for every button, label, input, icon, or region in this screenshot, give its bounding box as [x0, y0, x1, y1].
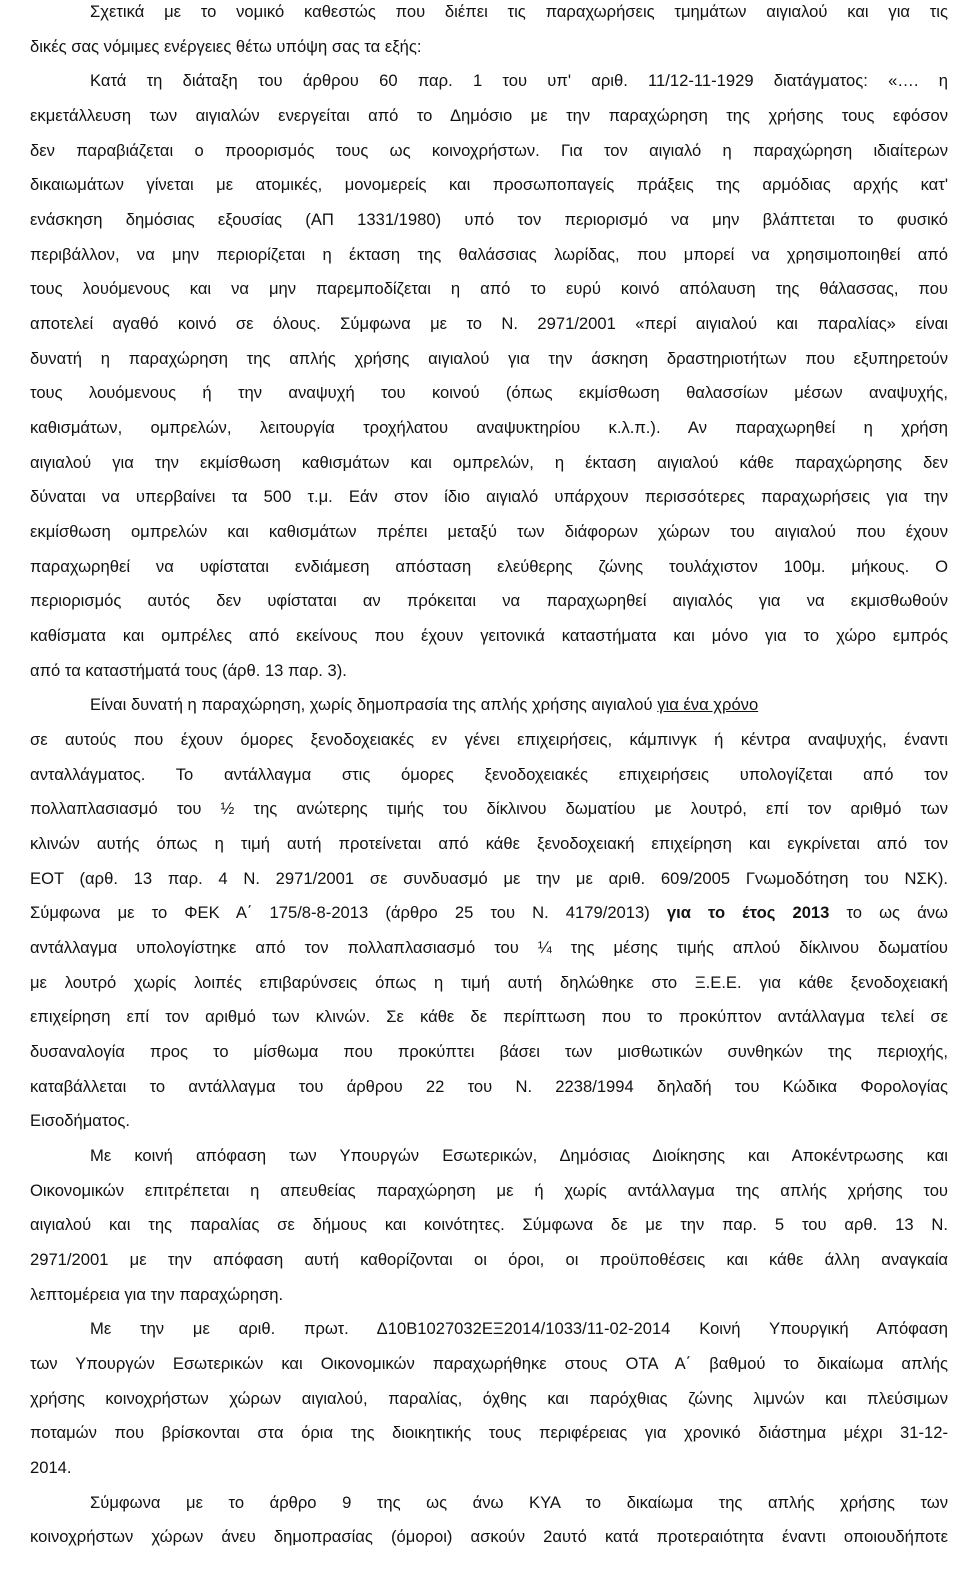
text-line: δεν παραβιάζεται ο προορισμός τους ως κοινοχρήστων. Για τον αιγιαλό η παραχώρηση ιδιαίτερων — [30, 141, 948, 160]
text-line: κοινοχρήστων χώρων άνευ δημοπρασίας (όμοροι) ασκούν 2αυτό κατά προτεραιότητα έναντι οποιουδήποτε — [30, 1527, 948, 1546]
text-line: αιγιαλού και της παραλίας σε δήμους και κοινότητες. Σύμφωνα δε με την παρ. 5 του αρθ. 13 Ν. — [30, 1215, 948, 1234]
text-line: 2971/2001 με την απόφαση αυτή καθορίζονται οι όροι, οι προϋποθέσεις και κάθε άλλη αναγκαία — [30, 1250, 948, 1269]
text-line: Σχετικά με το νομικό καθεστώς που διέπει τις παραχωρήσεις τμημάτων αιγιαλού και για τις — [90, 2, 948, 21]
text-line: Κατά τη διάταξη του άρθρου 60 παρ. 1 του υπ' αριθ. 11/12-11-1929 διατάγματος: «…. η — [90, 71, 948, 90]
text-line: λεπτομέρεια για την παραχώρηση. — [30, 1285, 284, 1304]
text-line: περιβάλλον, να μην περιορίζεται η έκταση της θαλάσσιας λωρίδας, που μπορεί να χρησιμοποιηθεί από — [30, 245, 948, 264]
text-line: χρήσης κοινοχρήστων χώρων αιγιαλού, παραλίας, όχθης και παρόχθιας ζώνης λιμνών και πλεύσιμων — [30, 1389, 948, 1408]
text-line: 2014. — [30, 1458, 72, 1477]
text-line: αποτελεί αγαθό κοινό σε όλους. Σύμφωνα με το Ν. 2971/2001 «περί αιγιαλού και παραλίας» είναι — [30, 314, 948, 333]
text-line — [30, 899, 948, 927]
text-line: ποταμών που βρίσκονται στα όρια της διοικητικής τους περιφέρειας για χρονικό διάστημα μέχρι 31-12- — [30, 1423, 948, 1442]
text-segment: το ως άνω — [829, 903, 948, 922]
text-line: ενάσκηση δημόσιας εξουσίας (ΑΠ 1331/1980) υπό τον περιορισμό να μην βλάπτεται το φυσικό — [30, 210, 948, 229]
text-line: των Υπουργών Εσωτερικών και Οικονομικών παραχωρήθηκε στους ΟΤΑ Α΄ βαθμού το δικαίωμα απλής — [30, 1354, 948, 1373]
text-line: καθίσματα και ομπρέλες από εκείνους που έχουν γειτονικά καταστήματα και μόνο για το χώρο εμπρός — [30, 626, 948, 645]
text-line: ανταλλάγματος. Το αντάλλαγμα στις όμορες ξενοδοχειακές επιχειρήσεις υπολογίζεται από τον — [30, 765, 948, 784]
text-line: αιγιαλού για την εκμίσθωση καθισμάτων και ομπρελών, η έκταση αιγιαλού κάθε παραχώρησης δεν — [30, 453, 948, 472]
text-line: πολλαπλασιασμό του ½ της ανώτερης τιμής του δίκλινου δωματίου με λουτρό, επί τον αριθμό των — [30, 799, 948, 818]
text-line: καταβάλλεται το αντάλλαγμα του άρθρου 22 του Ν. 2238/1994 δηλαδή του Κώδικα Φορολογίας — [30, 1077, 948, 1096]
text-line: δυνατή η παραχώρηση της απλής χρήσης αιγιαλού για την άσκηση δραστηριοτήτων που εξυπηρετούν — [30, 349, 948, 368]
text-line: αντάλλαγμα υπολογίστηκε από τον πολλαπλασιασμό του ¼ της μέσης τιμής απλού δίκλινου δωματίου — [30, 938, 948, 957]
text-segment: Είναι δυνατή η παραχώρηση, χωρίς δημοπρασία της απλής χρήσης αιγιαλού — [90, 695, 658, 714]
text-line: δικές σας νόμιμες ενέργειες θέτω υπόψη σας τα εξής: — [30, 37, 422, 56]
text-line: ΕΟΤ (αρθ. 13 παρ. 4 Ν. 2971/2001 σε συνδυασμό με την με αριθ. 609/2005 Γνωμοδότηση του ΝΣΚ). — [30, 869, 948, 888]
bold-text: για το έτος 2013 — [666, 903, 830, 922]
text-line: παραχωρηθεί να υφίσταται ενδιάμεση απόσταση ελεύθερης ζώνης τουλάχιστον 100μ. μήκους. Ο — [30, 557, 948, 576]
text-line: δυσαναλογία προς το μίσθωμα που προκύπτει βάσει των μισθωτικών συνθηκών της περιοχής, — [30, 1042, 948, 1061]
text-line — [90, 691, 948, 719]
text-line: εκμίσθωση ομπρελών και καθισμάτων πρέπει μεταξύ των διάφορων χώρων του αιγιαλού που έχουν — [30, 522, 948, 541]
text-line: τους λουόμενους ή την αναψυχή του κοινού (όπως εκμίσθωση θαλασσίων μέσων αναψυχής, — [30, 383, 948, 402]
text-line: Με την με αριθ. πρωτ. Δ10Β1027032ΕΞ2014/1033/11-02-2014 Κοινή Υπουργική Απόφαση — [90, 1319, 948, 1338]
text-line: επιχείρηση επί τον αριθμό των κλινών. Σε κάθε δε περίπτωση που το προκύπτον αντάλλαγμα τελεί σε — [30, 1007, 948, 1026]
text-line: εκμετάλλευση των αιγιαλών ενεργείται από το Δημόσιο με την παραχώρηση της χρήσης τους εφόσον — [30, 106, 948, 125]
text-line: περιορισμός αυτός δεν υφίσταται αν πρόκειται να παραχωρηθεί αιγιαλός για να εκμισθωθούν — [30, 591, 948, 610]
text-line: με λουτρό χωρίς λοιπές επιβαρύνσεις όπως η τιμή αυτή δηλώθηκε στο Ξ.Ε.Ε. για κάθε ξενοδοχειακή — [30, 973, 948, 992]
text-line: δικαιωμάτων γίνεται με ατομικές, μονομερείς και προσωποπαγείς πράξεις της αρμόδιας αρχής κατ' — [30, 175, 948, 194]
text-line: δύναται να υπερβαίνει τα 500 τ.μ. Εάν στον ίδιο αιγιαλό υπάρχουν περισσότερες παραχωρήσεις για την — [30, 487, 948, 506]
text-line: από τα καταστήματά τους (άρθ. 13 παρ. 3). — [30, 661, 347, 680]
text-line: κλινών αυτής όπως η τιμή αυτή προτείνεται από κάθε ξενοδοχειακή επιχείρηση και εγκρίνεται από τον — [30, 834, 948, 853]
text-line: Σύμφωνα με το άρθρο 9 της ως άνω ΚΥΑ το δικαίωμα της απλής χρήσης των — [90, 1493, 948, 1512]
text-segment: Σύμφωνα με το ΦΕΚ Α΄ 175/8-8-2013 (άρθρο 25 του Ν. 4179/2013) — [30, 903, 667, 922]
text-line: Εισοδήματος. — [30, 1111, 130, 1130]
text-line: Οικονομικών επιτρέπεται η απευθείας παραχώρηση με ή χωρίς αντάλλαγμα της απλής χρήσης του — [30, 1181, 948, 1200]
underlined-text: για ένα χρόνο — [657, 695, 759, 714]
text-line: Με κοινή απόφαση των Υπουργών Εσωτερικών, Δημόσιας Διοίκησης και Αποκέντρωσης και — [90, 1146, 948, 1165]
text-line: τους λουόμενους και να μην παρεμποδίζεται η από το ευρύ κοινό απόλαυση της θάλασσας, που — [30, 279, 948, 298]
text-line: καθισμάτων, ομπρελών, λειτουργία τροχήλατου αναψυκτηρίου κ.λ.π.). Αν παραχωρηθεί η χρήση — [30, 418, 948, 437]
text-line: σε αυτούς που έχουν όμορες ξενοδοχειακές εν γένει επιχειρήσεις, κάμπινγκ ή κέντρα αναψυχής, έναντι — [30, 730, 948, 749]
